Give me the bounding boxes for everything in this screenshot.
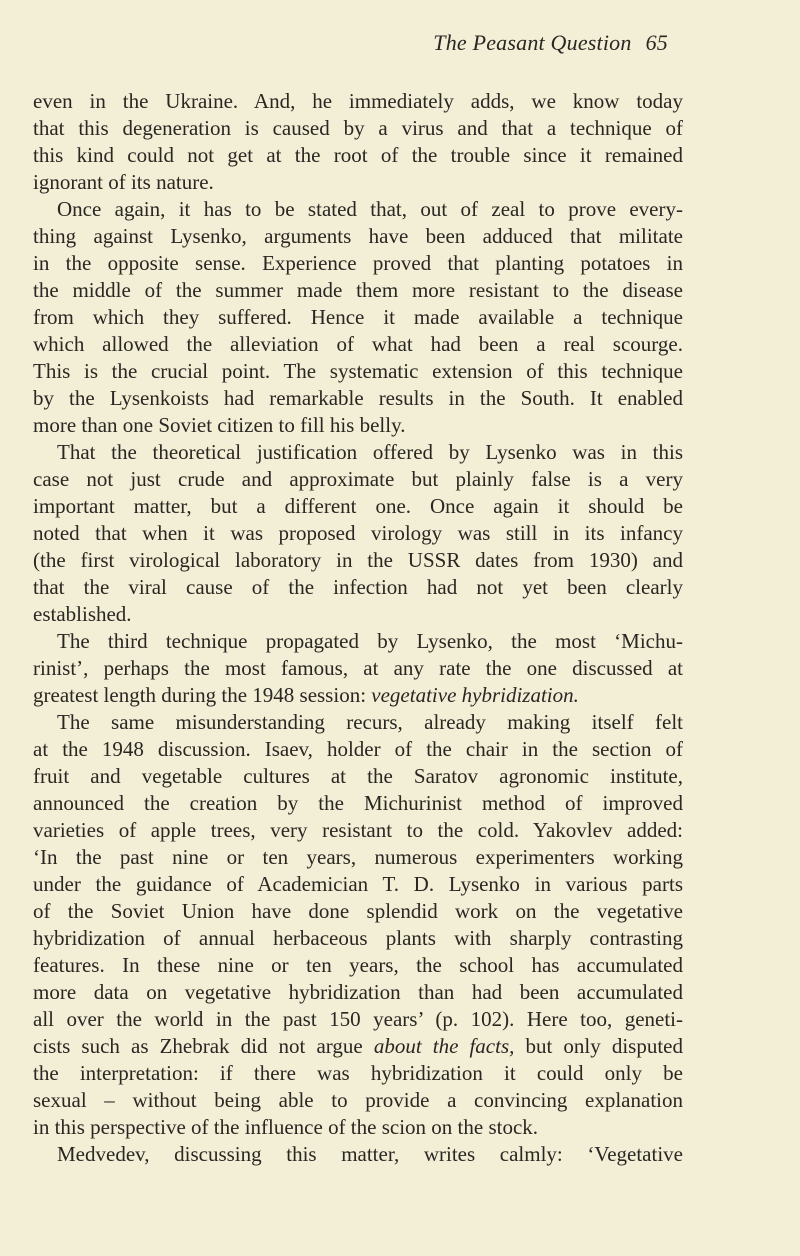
text-line: case not just crude and approximate but plainly false is a very bbox=[33, 467, 683, 491]
text-line: announced the creation by the Michurinist method of improved bbox=[33, 791, 683, 815]
text-line: established. bbox=[33, 602, 132, 626]
text-line: thing against Lysenko, arguments have been adduced that militate bbox=[33, 224, 683, 248]
text-line: rinist’, perhaps the most famous, at any rate the one discussed at bbox=[33, 656, 683, 680]
text-line: The third technique propagated by Lysenko, the most ‘Michu- bbox=[57, 629, 683, 653]
text-line: fruit and vegetable cultures at the Saratov agronomic institute, bbox=[33, 764, 683, 788]
italic-phrase: about the facts, bbox=[373, 1034, 515, 1058]
text-line: The same misunderstanding recurs, already making itself felt bbox=[57, 710, 683, 734]
text-line: that this degeneration is caused by a virus and that a technique of bbox=[33, 116, 683, 140]
body-text bbox=[33, 88, 683, 1168]
text-line: Once again, it has to be stated that, out of zeal to prove every- bbox=[57, 197, 683, 221]
text-line: in the opposite sense. Experience proved that planting potatoes in bbox=[33, 251, 683, 275]
text-line: the interpretation: if there was hybridization it could only be bbox=[33, 1061, 683, 1085]
text-line: hybridization of annual herbaceous plants with sharply contrasting bbox=[33, 926, 683, 950]
running-head-title: The Peasant Question bbox=[433, 30, 632, 55]
page-number: 65 bbox=[645, 30, 668, 55]
italic-term: vegetative hybridization. bbox=[371, 683, 579, 707]
text-line: that the viral cause of the infection had not yet been clearly bbox=[33, 575, 683, 599]
text-line: greatest length during the 1948 session: vegetative hybridization. bbox=[33, 683, 579, 707]
text-line: ‘In the past nine or ten years, numerous experimenters working bbox=[33, 845, 683, 869]
text-line: varieties of apple trees, very resistant to the cold. Yakovlev added: bbox=[33, 818, 683, 842]
text-line: from which they suffered. Hence it made available a technique bbox=[33, 305, 683, 329]
text-line: under the guidance of Academician T. D. Lysenko in various parts bbox=[33, 872, 683, 896]
text-line: all over the world in the past 150 years’ (p. 102). Here too, geneti- bbox=[33, 1007, 683, 1031]
text-line: in this perspective of the influence of the scion on the stock. bbox=[33, 1115, 539, 1139]
text-line: features. In these nine or ten years, the school has accumulated bbox=[33, 953, 683, 977]
text-line: the middle of the summer made them more resistant to the disease bbox=[33, 278, 683, 302]
text-line: by the Lysenkoists had remarkable results in the South. It enabled bbox=[33, 386, 683, 410]
text-line: this kind could not get at the root of the trouble since it remained bbox=[33, 143, 683, 167]
text-line: (the first virological laboratory in the USSR dates from 1930) and bbox=[33, 548, 683, 572]
text-line: important matter, but a different one. Once again it should be bbox=[33, 494, 683, 518]
text-line: ignorant of its nature. bbox=[33, 170, 214, 194]
text-line: That the theoretical justification offered by Lysenko was in this bbox=[57, 440, 683, 464]
text-line: even in the Ukraine. And, he immediately adds, we know today bbox=[33, 89, 683, 113]
running-head bbox=[433, 30, 668, 56]
text-line: sexual – without being able to provide a convincing explanation bbox=[33, 1088, 683, 1112]
text-line: noted that when it was proposed virology was still in its infancy bbox=[33, 521, 683, 545]
text-line: at the 1948 discussion. Isaev, holder of the chair in the section of bbox=[33, 737, 683, 761]
text-line: more data on vegetative hybridization than had been accumulated bbox=[33, 980, 683, 1004]
text-line: Medvedev, discussing this matter, writes calmly: ‘Vegetative bbox=[57, 1142, 683, 1166]
text-line: more than one Soviet citizen to fill his belly. bbox=[33, 413, 406, 437]
text-line: which allowed the alleviation of what had been a real scourge. bbox=[33, 332, 683, 356]
text-line: of the Soviet Union have done splendid work on the vegetative bbox=[33, 899, 683, 923]
text-line: cists such as Zhebrak did not argue about the facts, but only disputed bbox=[33, 1034, 683, 1058]
text-line: This is the crucial point. The systematic extension of this technique bbox=[33, 359, 683, 383]
